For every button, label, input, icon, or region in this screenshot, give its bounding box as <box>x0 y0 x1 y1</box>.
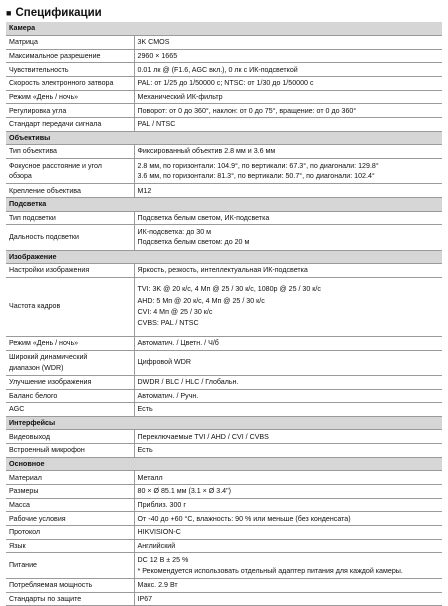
spec-value-line: 3K CMOS <box>137 38 170 47</box>
section-title: Подсветка <box>6 198 442 212</box>
spec-value-line: IP67 <box>137 594 153 603</box>
spec-value-line: ИК-подсветка: до 30 м <box>137 227 211 236</box>
spec-value <box>134 526 442 540</box>
spec-label <box>6 225 134 250</box>
spec-label <box>6 539 134 553</box>
page-title <box>6 6 442 20</box>
spec-row <box>6 539 442 553</box>
spec-label-line: Материал <box>9 473 42 482</box>
spec-label <box>6 159 134 184</box>
spec-label-line: обзора <box>9 172 32 181</box>
spec-value-line: 2.8 мм, по горизонтали: 104.9°, по вертикали: 67.3°, по диагонали: 129.8° <box>137 161 379 170</box>
spec-value <box>134 403 442 417</box>
spec-value <box>134 49 442 63</box>
spec-label <box>6 403 134 417</box>
spec-value <box>134 211 442 225</box>
spec-value-line: Макс. 2.9 Вт <box>137 581 178 590</box>
spec-label <box>6 512 134 526</box>
spec-row <box>6 184 442 198</box>
spec-value-line: Есть <box>137 446 153 455</box>
spec-label <box>6 592 134 606</box>
spec-value-line: Подсветка белым светом: до 20 м <box>137 238 250 247</box>
spec-value-line: HIKVISION-C <box>137 528 181 537</box>
spec-value <box>134 430 442 444</box>
spec-row <box>6 277 442 336</box>
spec-value-line: DWDR / BLC / HLC / Глобальн. <box>137 378 239 387</box>
spec-label-line: Настройки изображения <box>9 266 90 275</box>
spec-row <box>6 403 442 417</box>
spec-row <box>6 211 442 225</box>
spec-label <box>6 77 134 91</box>
spec-label <box>6 430 134 444</box>
spec-label <box>6 277 134 336</box>
spec-label <box>6 471 134 485</box>
spec-value <box>134 485 442 499</box>
spec-label-line: Масса <box>9 500 30 509</box>
spec-value-line: 2960 × 1665 <box>137 51 178 60</box>
spec-label <box>6 118 134 132</box>
spec-label-line: Тип подсветки <box>9 213 56 222</box>
spec-value <box>134 277 442 336</box>
spec-row <box>6 264 442 278</box>
spec-label-line: Скорость электронного затвора <box>9 79 114 88</box>
spec-value <box>134 104 442 118</box>
section-title: Основное <box>6 457 442 471</box>
spec-value <box>134 225 442 250</box>
section-title: Объективы <box>6 131 442 145</box>
spec-label <box>6 350 134 375</box>
spec-value-line: CVBS: PAL / NTSC <box>137 319 199 328</box>
spec-value <box>134 63 442 77</box>
spec-value <box>134 90 442 104</box>
spec-value-line: M12 <box>137 186 152 195</box>
section-title: Изображение <box>6 250 442 264</box>
spec-value-line: Английский <box>137 541 176 550</box>
spec-row <box>6 159 442 184</box>
spec-label <box>6 389 134 403</box>
spec-label <box>6 444 134 458</box>
spec-row <box>6 444 442 458</box>
spec-label-line: Максимальное разрешение <box>9 51 101 60</box>
spec-value-line: От -40 до +60 °C, влажность: 90 % или меньше (без конденсата) <box>137 514 351 523</box>
spec-value-line: Автоматич. / Ручн. <box>137 391 199 400</box>
spec-label-line: Питание <box>9 561 38 570</box>
spec-row <box>6 430 442 444</box>
spec-label <box>6 336 134 350</box>
spec-row <box>6 471 442 485</box>
spec-label <box>6 375 134 389</box>
section-header-row <box>6 131 442 145</box>
spec-value <box>134 578 442 592</box>
section-title: Интерфейсы <box>6 416 442 430</box>
spec-label <box>6 498 134 512</box>
spec-row <box>6 485 442 499</box>
spec-value-line: Яркость, резкость, интеллектуальная ИК-подсветка <box>137 266 308 275</box>
spec-label-line: Широкий динамический <box>9 353 88 362</box>
spec-label-line: диапазон (WDR) <box>9 363 64 372</box>
spec-value-line: PAL / NTSC <box>137 120 176 129</box>
spec-value <box>134 264 442 278</box>
spec-label-line: Режим «День / ночь» <box>9 92 79 101</box>
spec-label <box>6 63 134 77</box>
spec-value <box>134 553 442 578</box>
spec-value-line: Цифровой WDR <box>137 358 191 367</box>
spec-table <box>6 22 442 606</box>
spec-value <box>134 592 442 606</box>
spec-table-body <box>6 22 442 606</box>
spec-value-line: Автоматич. / Цветн. / Ч/б <box>137 338 219 347</box>
spec-value <box>134 36 442 50</box>
spec-label-line: Язык <box>9 541 26 550</box>
spec-row <box>6 36 442 50</box>
spec-value <box>134 512 442 526</box>
spec-label <box>6 184 134 198</box>
spec-label <box>6 485 134 499</box>
spec-label-line: Чувствительность <box>9 65 69 74</box>
page-title-text: Спецификации <box>15 7 102 19</box>
spec-row <box>6 336 442 350</box>
spec-row <box>6 526 442 540</box>
spec-row <box>6 77 442 91</box>
spec-value <box>134 444 442 458</box>
spec-label-line: Стандарты по защите <box>9 594 82 603</box>
spec-value <box>134 498 442 512</box>
spec-value-line: PAL: от 1/25 до 1/50000 с; NTSC: от 1/30 до 1/50000 с <box>137 79 314 88</box>
spec-label-line: AGC <box>9 405 25 414</box>
spec-row <box>6 512 442 526</box>
spec-value-line: Фиксированный объектив 2.8 мм и 3.6 мм <box>137 147 276 156</box>
spec-label <box>6 578 134 592</box>
spec-row <box>6 145 442 159</box>
spec-label-line: Дальность подсветки <box>9 233 79 242</box>
spec-label <box>6 145 134 159</box>
spec-label-line: Протокол <box>9 528 41 537</box>
section-header-row <box>6 250 442 264</box>
spec-value-line: 3.6 мм, по горизонтали: 81.3°, по вертикали: 50.7°, по диагонали: 102.4° <box>137 172 375 181</box>
spec-value-line: Подсветка белым светом, ИК-подсветка <box>137 213 270 222</box>
spec-label-line: Матрица <box>9 38 38 47</box>
spec-label-line: Частота кадров <box>9 302 61 311</box>
spec-row <box>6 350 442 375</box>
spec-row <box>6 553 442 578</box>
spec-value-line: * Рекомендуется использовать отдельный адаптер питания для каждой камеры. <box>137 566 403 575</box>
section-title: Камера <box>6 22 442 36</box>
spec-label-line: Размеры <box>9 487 39 496</box>
section-header-row <box>6 457 442 471</box>
section-header-row <box>6 416 442 430</box>
spec-label-line: Баланс белого <box>9 391 58 400</box>
spec-label-line: Стандарт передачи сигнала <box>9 120 102 129</box>
spec-value-line: Металл <box>137 473 163 482</box>
spec-value-line: Поворот: от 0 до 360°, наклон: от 0 до 75°, вращение: от 0 до 360° <box>137 106 357 115</box>
spec-label-line: Режим «День / ночь» <box>9 338 79 347</box>
spec-value <box>134 159 442 184</box>
spec-value-line: Переключаемые TVI / AHD / CVI / CVBS <box>137 432 269 441</box>
section-header-row <box>6 198 442 212</box>
spec-value <box>134 77 442 91</box>
spec-label <box>6 104 134 118</box>
spec-value-line: 0.01 лк @ (F1.6, AGC вкл.), 0 лк с ИК-подсветкой <box>137 65 298 74</box>
spec-value-line: TVI: 3K @ 20 к/с, 4 Мп @ 25 / 30 к/с, 1080p @ 25 / 30 к/с <box>137 285 321 294</box>
spec-row <box>6 49 442 63</box>
bullet-icon: ■ <box>6 7 12 18</box>
spec-value <box>134 350 442 375</box>
spec-label-line: Потребляемая мощность <box>9 581 93 590</box>
spec-value-line: DC 12 В ± 25 % <box>137 556 189 565</box>
spec-value <box>134 145 442 159</box>
section-header-row <box>6 22 442 36</box>
spec-row <box>6 225 442 250</box>
spec-row <box>6 389 442 403</box>
spec-row <box>6 90 442 104</box>
spec-value-line: Механический ИК-фильтр <box>137 92 223 101</box>
spec-label-line: Фокусное расстояние и угол <box>9 161 102 170</box>
spec-label-line: Тип объектива <box>9 147 57 156</box>
spec-label <box>6 36 134 50</box>
spec-row <box>6 118 442 132</box>
spec-value <box>134 539 442 553</box>
spec-row <box>6 375 442 389</box>
spec-label-line: Рабочие условия <box>9 514 66 523</box>
spec-row <box>6 498 442 512</box>
spec-value <box>134 336 442 350</box>
spec-row <box>6 592 442 606</box>
spec-label-line: Крепление объектива <box>9 186 81 195</box>
spec-label <box>6 264 134 278</box>
spec-row <box>6 63 442 77</box>
spec-label <box>6 49 134 63</box>
spec-value-line: Приблиз. 300 г <box>137 500 186 509</box>
spec-value-line: 80 × Ø 85.1 мм (3.1 × Ø 3.4") <box>137 487 232 496</box>
spec-value-line: CVI: 4 Мп @ 25 / 30 к/с <box>137 307 213 316</box>
spec-label-line: Улучшение изображения <box>9 378 92 387</box>
spec-label <box>6 553 134 578</box>
spec-value-line: AHD: 5 Мп @ 20 к/с, 4 Мп @ 25 / 30 к/с <box>137 296 265 305</box>
spec-value <box>134 184 442 198</box>
spec-value-line: Есть <box>137 405 153 414</box>
spec-value <box>134 118 442 132</box>
spec-label <box>6 526 134 540</box>
spec-value <box>134 471 442 485</box>
spec-label-line: Видеовыход <box>9 432 50 441</box>
spec-label <box>6 90 134 104</box>
spec-row <box>6 104 442 118</box>
spec-value <box>134 375 442 389</box>
spec-label-line: Встроенный микрофон <box>9 446 85 455</box>
spec-row <box>6 578 442 592</box>
spec-label-line: Регулировка угла <box>9 106 67 115</box>
spec-label <box>6 211 134 225</box>
spec-value <box>134 389 442 403</box>
